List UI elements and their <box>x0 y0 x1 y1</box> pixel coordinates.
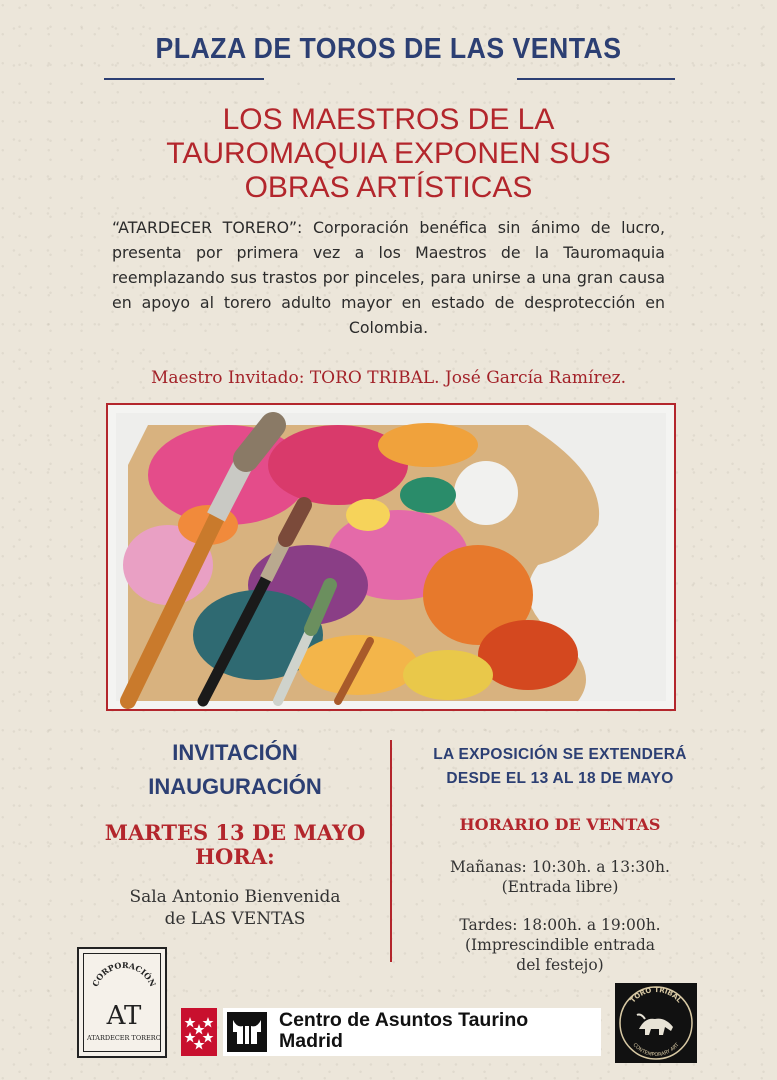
centro-name <box>279 1010 528 1052</box>
inauguration-date <box>80 821 390 869</box>
column-divider <box>390 740 392 962</box>
headline-line: OBRAS ARTÍSTICAS <box>244 171 533 204</box>
palette-photo <box>106 403 676 711</box>
description-text: “ATARDECER TORERO”: Corporación benéfica sin ánimo de lucro, presenta por primera vez a los Maestros de la Tauromaquia reemplazando sus trastos por pinceles, para unirse a una gran causa en apoyo al torero adulto mayor en estado de desprotección en Colombia. <box>112 218 665 337</box>
headline-line: LOS MAESTROS DE LA <box>222 103 555 136</box>
palette-illustration <box>108 405 674 709</box>
afternoon-hours: Tardes: 18:00h. a 19:00h. <box>459 916 661 934</box>
afternoon-note: del festejo) <box>516 956 604 974</box>
centro-asuntos-taurinos-logo <box>223 1008 601 1056</box>
bull-icon <box>637 1015 673 1036</box>
exhibition-line: LA EXPOSICIÓN SE EXTENDERÁ <box>433 746 687 763</box>
corporation-seal-icon <box>84 954 164 1055</box>
header-rule-right <box>517 78 675 80</box>
morning-schedule <box>395 857 725 897</box>
inauguration-place <box>80 886 390 930</box>
atardecer-torero-logo <box>77 947 167 1058</box>
madrid-flag-icon <box>181 1008 217 1056</box>
header-rule-left <box>104 78 264 80</box>
tribal-top-text: TORO TRIBAL <box>628 985 684 1005</box>
headline-line: TAUROMAQUIA EXPONEN SUS <box>166 137 611 170</box>
morning-note: (Entrada libre) <box>501 878 619 896</box>
corporation-name: ATARDECER TORERO <box>86 1034 162 1042</box>
centro-line: Madrid <box>279 1030 343 1052</box>
venue-title: PLAZA DE TOROS DE LAS VENTAS <box>155 33 622 65</box>
afternoon-note: (Imprescindible entrada <box>464 936 655 954</box>
centro-line: Centro de Asuntos Taurino <box>279 1009 529 1031</box>
place-line: Sala Antonio Bienvenida <box>129 887 341 907</box>
exhibition-line: DESDE EL 13 AL 18 DE MAYO <box>446 770 674 787</box>
place-line: de LAS VENTAS <box>164 909 306 929</box>
date-text: MARTES 13 DE MAYO <box>104 820 366 845</box>
headline <box>40 103 737 205</box>
svg-text:CORPORACIÓN <box>90 960 158 988</box>
invitation-line: INAUGURACIÓN <box>148 774 322 799</box>
afternoon-schedule <box>395 915 725 975</box>
schedule-title: HORARIO DE VENTAS <box>459 815 661 834</box>
guest-artist: Maestro Invitado: TORO TRIBAL. José García Ramírez. <box>151 368 626 388</box>
exhibition-dates <box>395 743 725 791</box>
toro-tribal-logo <box>615 983 697 1063</box>
tribal-bottom-text: CONTEMPORARY ART <box>631 1042 681 1059</box>
morning-hours: Mañanas: 10:30h. a 13:30h. <box>450 858 670 876</box>
invitation-line: INVITACIÓN <box>172 740 298 765</box>
svg-text:TORO TRIBAL <box>629 986 684 1005</box>
corporation-arc-text: CORPORACIÓN <box>89 959 159 989</box>
hour-label: HORA: <box>195 844 275 869</box>
invitation-title <box>85 736 385 804</box>
bull-horns-icon <box>227 1012 267 1052</box>
corporation-mark: AT <box>106 1001 142 1031</box>
